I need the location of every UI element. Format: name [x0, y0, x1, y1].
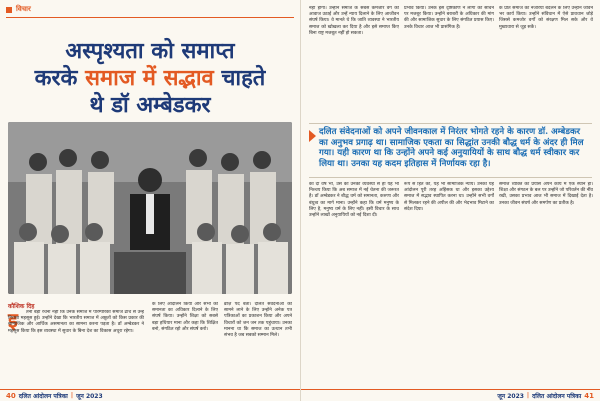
footer-separator: | [70, 392, 74, 399]
right-column-2: प्रभाव किया। उनके इस दृष्टिकोण ने लोगों को सोचने पर मजबूर किया। उन्होंने बराबरी के अधिकार की मांग की और सामाजिक सुधार के लिए संगठित प्रयास किए। उनके विचार आज भी प्रासंगिक हैं। [404, 6, 494, 30]
top-rule [6, 17, 294, 18]
historic-group-photo [8, 122, 292, 294]
byline: कौशिक दिह [8, 303, 35, 310]
right-column-6: समाज व्यक्ति का प्रयास अपने कार्य में एक स्थान हो। शिक्षा और संगठन के बल पर उन्होंने जो परिवर्तन की नींव रखी, उसका प्रभाव आज भी समाज में दिखाई देता है। उनका जीवन संघर्ष और समर्पण का प्रतीक है। [499, 182, 593, 206]
right-column-5: रूप से हित को, यह भी सामाजिक न्याय। उनका यह आंदोलन पूरी तरह अहिंसक था और इसका उद्देश्य समाज में सद्भाव स्थापित करना था। उन्होंने सभी वर्गों से मिलकर रहने की अपील की और भेदभाव मिटाने का संदेश दिया। [404, 182, 494, 212]
pull-quote-rule-top [309, 123, 592, 124]
page-number: 40 [6, 391, 16, 400]
magazine-name: दलित आंदोलन पत्रिका [18, 392, 68, 400]
pull-quote-rule-bottom [309, 177, 592, 178]
body-column-3: ब्रीज़ पद बता। दलित संवेदनाओं को सामने लाने के लिए उन्होंने अनेक पत्र पत्रिकाओं का प्रकाशन किया और अपने विचारों को जन जन तक पहुंचाया। उनका मानना था कि समाज का उत्थान तभी संभव है जब सबको सम्मान मिले। [224, 302, 292, 339]
footer-left [0, 389, 300, 401]
right-column-4: का दो वर्ष भी, उस की उनकी व्यवस्था से ही यह भी निश्चय किया कि अब समाज में नई चेतना की जरूरत है। डॉ अम्बेडकर ने बौद्ध धर्म को समानता, करुणा और बंधुत्व का मार्ग माना। उन्होंने कहा कि धर्म मनुष्य के लिए है, मनुष्य धर्म के लिए नहीं। इसी विचार के साथ उन्होंने लाखों अनुयायियों को नई दिशा दी। [309, 182, 399, 219]
headline [10, 38, 290, 119]
pull-quote: दलित संवेदनाओं को अपने जीवनकाल में निरंतर भोगते रहने के कारण डॉ. अम्बेडकर का अनुभव प्रगाढ़ था। सामाजिक एकता का सिद्धांत उनकी बौद्ध धर्म के अंदर ही मिल गया। यही कारण था कि उन्होंने अपने कई अनुयायियों के साथ बौद्ध धर्म स्वीकार कर लिया था। उनका यह कदम इतिहास में निर्णायक रहा है। [319, 127, 584, 169]
body-column-2: के लिए आंदोलन किया और सभी को समानता का अधिकार दिलाने के लिए संघर्ष किया। उन्होंने शिक्षा को सबसे बड़ा हथियार माना और कहा कि शिक्षित बनो, संगठित रहो और संघर्ष करो। [152, 302, 218, 332]
section-tag [6, 5, 31, 14]
right-column-3: के प्रति समाज का नजरिया बदलने के लिए उन्होंने जीवन भर कार्य किया। उन्होंने संविधान में ऐसे प्रावधान जोड़े जिससे कमजोर वर्गों को संरक्षण मिल सके और वे मुख्यधारा से जुड़ सकें। [499, 6, 593, 30]
section-label: विचार [16, 5, 31, 13]
drop-cap: इ [8, 308, 18, 332]
right-page [300, 0, 600, 401]
headline-highlight: समाज में सद्भाव [85, 65, 214, 91]
headline-line2-pre: करके [34, 65, 86, 91]
page-number: 41 [584, 391, 594, 400]
pull-quote-arrow-icon [309, 130, 316, 142]
headline-line1: अस्पृश्यता को समाप्त [65, 38, 235, 64]
body-column-1: तनी बड़ी रचना नहीं कि उनके समाज में पारम्परिकी समाज ढांचे से उन्हें निराशा महसूस हुई। उन्होंने देखा कि भारतीय समाज में अछूतों को किस प्रकार की सामाजिक और आर्थिक असमानता का सामना करना पड़ता है। डॉ अम्बेडकर ने महसूस किया कि इस व्यवस्था में सुधार के बिना देश का विकास अधूरा रहेगा। [8, 310, 144, 334]
right-column-1: नहीं होगा। उन्होंने समाज के सबसे कमजोर वर्ग की आवाज उठाई और उन्हें न्याय दिलाने के लिए आजीवन संघर्ष किया। वे मानते थे कि जाति व्यवस्था ने भारतीय समाज को खोखला कर दिया है और इसे समाप्त किए बिना राष्ट्र मजबूत नहीं हो सकता। [309, 6, 399, 36]
issue-month: जून 2023 [497, 392, 524, 400]
headline-line2-post: चाहते [213, 65, 266, 91]
issue-month: जून 2023 [76, 392, 103, 400]
footer-separator: | [526, 392, 530, 399]
photo-illustration [8, 122, 292, 294]
magazine-name: दलित आंदोलन पत्रिका [532, 392, 582, 400]
footer-right [301, 389, 600, 401]
section-marker-icon [6, 7, 12, 13]
headline-line3: थे डॉ अम्बेडकर [89, 92, 211, 118]
